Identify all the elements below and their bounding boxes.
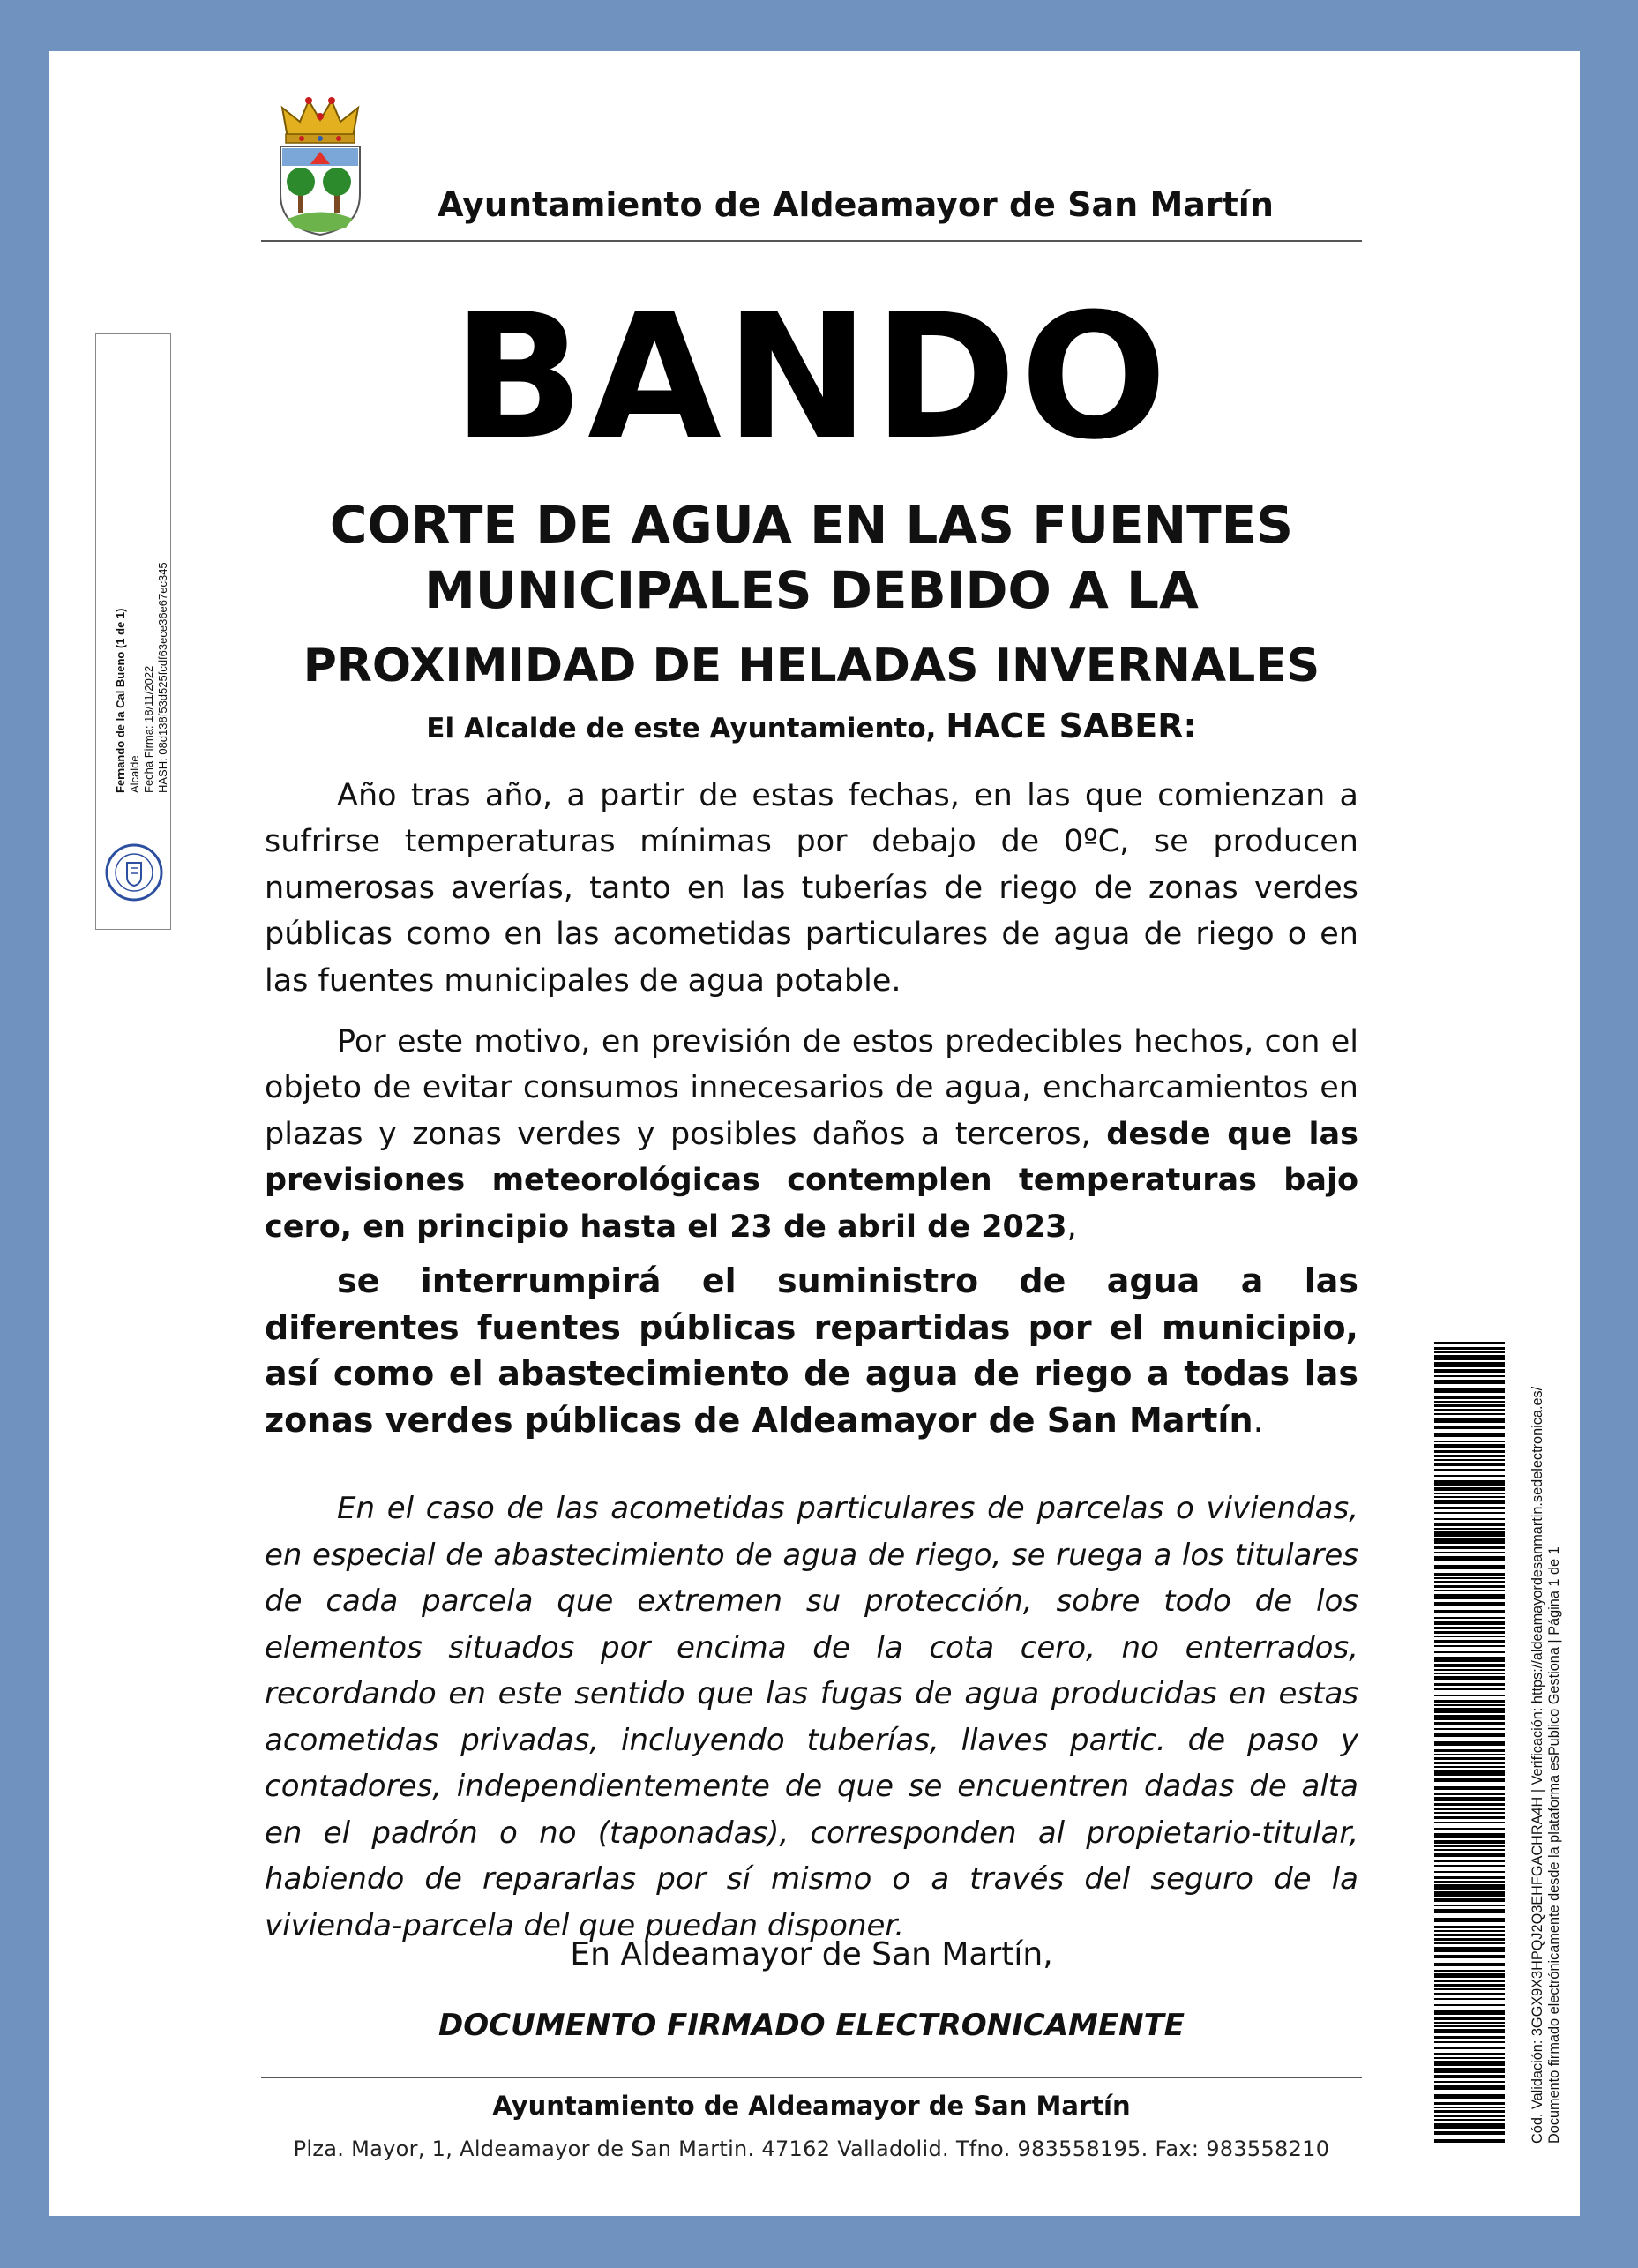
subtitle-line-2: MUNICIPALES DEBIDO A LA	[424, 560, 1199, 620]
validation-text	[1530, 1387, 1563, 2144]
footer-divider	[261, 2077, 1362, 2078]
body-paragraph-4: En el caso de las acometidas particulares de parcelas o viviendas, en especial de abastecimiento de agua de riego, se ruega a los titulares de cada parcela que extremen su protección, sobre todo de los elementos situados por encima de la cota cero, no enterrados, recordando en este sentido que las fugas de agua producidas en estas acometidas privadas, incluyendo tuberías, llaves partic. de paso y contadores, independientemente de que se encuentren dadas de alta en el padrón o no (taponadas), corresponden al propietario-titular, habiendo de repararlas por sí mismo o a través del seguro de la vivienda-parcela del que puedan disponer.	[265, 1491, 1358, 1943]
subtitle-line-3: PROXIMIDAD DE HELADAS INVERNALES	[303, 640, 1320, 692]
municipal-seal-icon	[103, 842, 165, 903]
footer-organization: Ayuntamiento de Aldeamayor de San Martín	[492, 2091, 1131, 2121]
paragraph-3-emphasis: se interrumpirá el suministro de agua a las diferentes fuentes públicas repartidas por el municipio, así como el abastecimiento de agua de riego a todas las zonas verdes públicas de Aldeamayor de San Martín	[265, 1261, 1358, 1440]
validation-line-1: Cód. Validación: 3GGX9X3HPQJ2Q3EHFGACHRA4H | Verificación: https://aldeamayordesanmartin.sedelectronica.es/	[1530, 1386, 1545, 2144]
paragraph-3-end: .	[1253, 1400, 1264, 1440]
signer-name: Fernando de la Cal Bueno (1 de 1)	[114, 608, 127, 793]
signature-text	[114, 562, 170, 793]
subtitle-block	[261, 492, 1362, 623]
body-paragraph-2	[265, 1019, 1358, 1250]
paragraph-2-end: ,	[1066, 1209, 1077, 1245]
announcement-prefix: El Alcalde de este Ayuntamiento,	[426, 713, 946, 745]
validation-line-2: Documento firmado electrónicamente desde la plataforma esPublico Gestiona | Página 1 de 1	[1546, 1546, 1562, 2144]
signed-notice: DOCUMENTO FIRMADO ELECTRONICAMENTE	[438, 2008, 1185, 2043]
paragraph-2-emphasis: desde que las previsiones meteorológicas contemplen temperaturas bajo cero, en principio hasta el 23 de abril de 2023	[265, 1116, 1358, 1245]
subtitle-line-1: CORTE DE AGUA EN LAS FUENTES	[329, 495, 1294, 555]
paragraph-2-text: Por este motivo, en previsión de estos predecibles hechos, con el objeto de evitar consumos innecesarios de agua, encharcamientos en plazas y zonas verdes y posibles daños a terceros,	[265, 1024, 1358, 1152]
body-paragraph-1: Año tras año, a partir de estas fechas, en las que comienzan a sufrirse temperaturas mínimas por debajo de 0ºC, se producen numerosas averías, tanto en las tuberías de riego de zonas verdes públicas como en las acometidas particulares de agua de riego o en las fuentes municipales de agua potable.	[265, 778, 1358, 999]
page-title: BANDO	[452, 277, 1171, 478]
announcement-emphasis: HACE SABER:	[946, 707, 1197, 745]
document-page	[49, 51, 1580, 2216]
signature-panel	[95, 333, 171, 930]
header-divider	[261, 240, 1362, 242]
body-paragraph-3	[265, 1258, 1358, 1443]
signature-hash: HASH: 08d138f53d525fcdf63ece36e67ec345	[156, 562, 169, 793]
signature-date: Fecha Firma: 18/11/2022	[142, 665, 155, 793]
closing-place: En Aldeamayor de San Martín,	[570, 1936, 1053, 1972]
announcement	[261, 704, 1362, 751]
signer-role: Alcalde	[128, 755, 141, 793]
barcode-icon	[1434, 1342, 1505, 2144]
footer-address: Plza. Mayor, 1, Aldeamayor de San Martin. 47162 Valladolid. Tfno. 983558195. Fax: 983558210	[293, 2137, 1330, 2161]
organization-header: Ayuntamiento de Aldeamayor de San Martín	[438, 185, 1274, 224]
